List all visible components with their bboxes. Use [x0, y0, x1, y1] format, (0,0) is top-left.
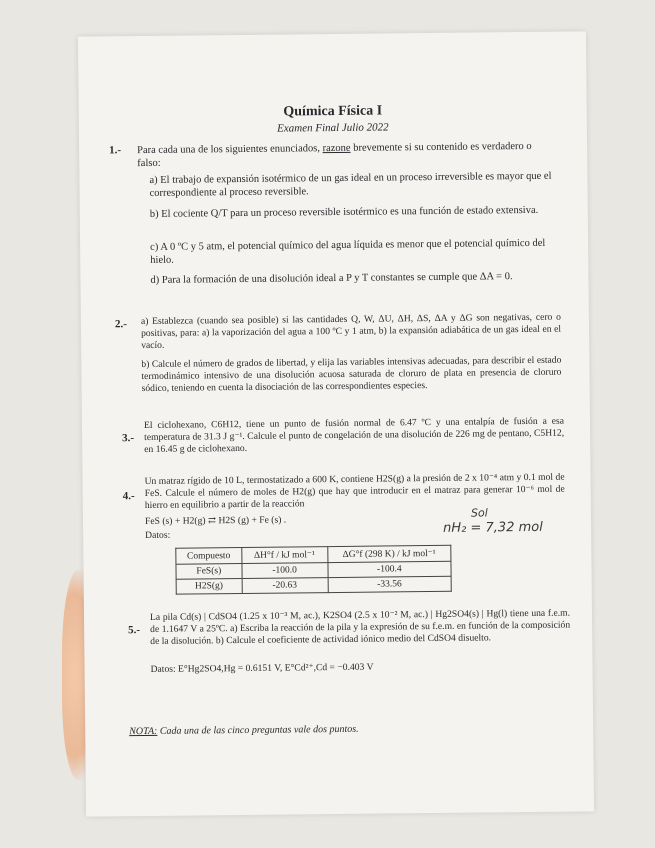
question-2-part-b: b) Calcule el número de grados de libertad, y elija las variables intensivas adecuadas, para describir el estado termodinámico intensivo de una disolución acuosa saturada de cloruro de plata en presencia de cloruro sódico, teniendo en cuenta la disociación de las correspondientes especies.: [141, 354, 562, 395]
handwritten-answer: nH₂ = 7,32 mol: [443, 519, 543, 536]
question-1-item-a: a) El trabajo de expansión isotérmico de un gas ideal en un proceso irreversible es mayor que el correspondiente al proceso reversible.: [149, 170, 552, 199]
table-header: ΔG°f (298 K) / kJ mol⁻¹: [327, 545, 451, 562]
question-1-item-c: c) A 0 ºC y 5 atm, el potencial químico del agua líquida es menor que el potencial químico del hielo.: [150, 237, 546, 266]
table-cell: -100.4: [327, 561, 451, 577]
exam-page: [78, 31, 594, 816]
question-4-reaction: FeS (s) + H2(g) ⇄ H2S (g) + Fe (s) .: [144, 514, 287, 528]
question-1-intro: Para cada una de los siguientes enunciados, razone brevemente si su contenido es verdadero o falso:: [137, 140, 532, 170]
exam-note: NOTA: Cada una de las cinco preguntas vale dos puntos.: [129, 723, 359, 738]
question-3-number: 3.-: [122, 432, 135, 445]
question-2-part-a: a) Establezca (cuando sea posible) si las cantidades Q, W, ΔU, ΔH, ΔS, ΔA y ΔG son negativas, cero o positivas, para: a) la vaporización del agua a 100 ºC y 1 atm, b) la expansión adiabática de un gas ideal en el vacío.: [140, 311, 562, 352]
table-header: ΔH°f / kJ mol⁻¹: [241, 547, 327, 564]
table-cell: -20.63: [242, 578, 328, 594]
question-5-text: La pila Cd(s) | CdSO4 (1.25 x 10⁻³ M, ac.), K2SO4 (2.5 x 10⁻² M, ac.) | Hg2SO4(s) | Hg(l) tiene una f.e.m. de 1.1647 V a 25ºC. a) Escriba la reacción de la pila y la expresión de su f.e.m. en función de la composición de la disolución. b) Calcule el coeficiente de actividad iónico medio del CdSO4 disuelto.: [149, 607, 571, 647]
handwritten-sol: Sol: [470, 506, 488, 520]
question-3-text: El ciclohexano, C6H12, tiene un punto de fusión normal de 6.47 ºC y una entalpía de fusión a esa temperatura de 31.3 J g⁻¹. Calcule el punto de congelación de una disolución de 226 mg de pentano, C5H12, en 16.45 g de ciclohexano.: [143, 415, 565, 456]
table-cell: -100.0: [242, 563, 328, 579]
table-cell: FeS(s): [176, 563, 242, 579]
question-1-item-d: d) Para la formación de una disolución ideal a P y T constantes se cumple que ΔA = 0.: [150, 271, 513, 286]
table-cell: -33.56: [328, 576, 452, 592]
table-row: [176, 576, 451, 594]
datos-table: [175, 545, 451, 595]
exam-title: Química Física I: [283, 103, 383, 120]
question-2-number: 2.-: [114, 318, 127, 331]
exam-subtitle: Examen Final Julio 2022: [277, 121, 389, 135]
table-header: Compuesto: [176, 547, 242, 564]
question-4-number: 4.-: [122, 490, 135, 503]
question-4-text: Un matraz rígido de 10 L, termostatizado a 600 K, contiene H2S(g) a la presión de 2 x 10⁻⁴ atm y 0.1 mol de FeS. Calcule el número de moles de H2(g) que hay que introducir en el matraz para generar 10⁻⁶ mol de hierro en equilibrio a partir de la reacción: [144, 471, 565, 512]
question-4-datos-label: Datos:: [145, 529, 171, 542]
question-5-datos: Datos: E°Hg2SO4,Hg = 0.6151 V, E°Cd²⁺,Cd = −0.403 V: [150, 661, 374, 675]
table-cell: H2S(g): [176, 578, 242, 594]
question-1-number: 1.-: [109, 144, 122, 157]
question-5-number: 5.-: [128, 624, 141, 637]
question-1-item-b: b) El cociente Q/T para un proceso reversible isotérmico es una función de estado extensiva.: [149, 204, 539, 220]
